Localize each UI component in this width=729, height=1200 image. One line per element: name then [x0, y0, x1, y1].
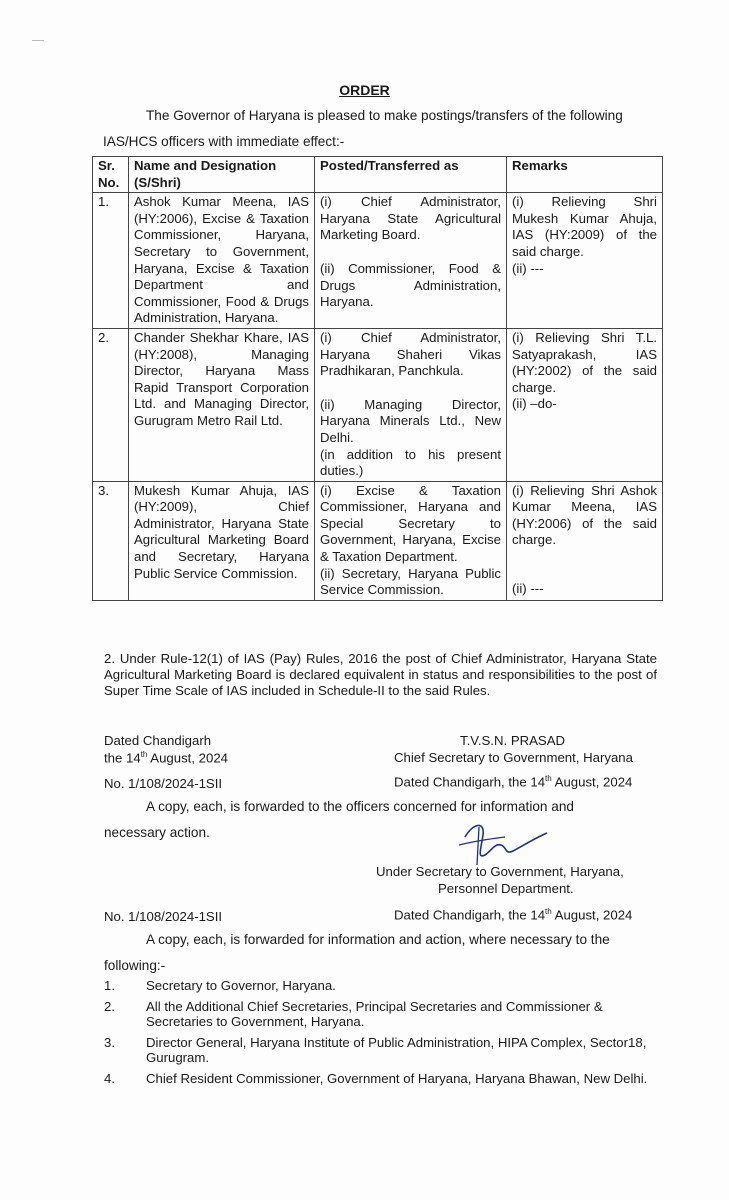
remark-item: (i) Relieving Shri Ashok Kumar Meena, IAS (HY:2006) of the said charge.	[512, 482, 657, 548]
cell-sr: 3.	[93, 481, 129, 600]
posted-item: (ii) Managing Director, Haryana Minerals Ltd., New Delhi.	[320, 396, 501, 445]
endorsement-number: No. 1/108/2024-1SII	[104, 776, 223, 791]
paragraph-2: 2. Under Rule-12(1) of IAS (Pay) Rules, 2016 the post of Chief Administrator, Haryana State Agricultural Marketing Board is declared equivalent in status and responsibilities to the post of Super Time Scale of IAS included in Schedule-II to the said Rules.	[104, 651, 657, 698]
under-secretary-line-1: Under Secretary to Government, Haryana,	[376, 864, 624, 879]
col-header-sr: Sr. No.	[93, 157, 129, 193]
endorsement-text-line-1: A copy, each, is forwarded for information and action, where necessary to the	[146, 932, 610, 947]
list-item: 4. Chief Resident Commissioner, Government of Haryana, Haryana Bhawan, New Delhi.	[104, 1071, 648, 1086]
posted-item: (in addition to his present duties.)	[320, 446, 501, 479]
postings-table	[92, 156, 663, 601]
signature-stroke	[477, 827, 479, 865]
endorsement-text-line-2: necessary action.	[104, 825, 210, 840]
signature	[455, 815, 550, 870]
posted-item: (ii) Secretary, Haryana Public Service Commission.	[320, 565, 501, 598]
cell-name: Chander Shekhar Khare, IAS (HY:2008), Managing Director, Haryana Mass Rapid Transport Corporation Ltd. and Managing Director, Gurugram Metro Rail Ltd.	[129, 328, 315, 481]
intro-line-1: The Governor of Haryana is pleased to make postings/transfers of the following	[146, 108, 623, 123]
cell-remarks	[507, 193, 663, 329]
posted-item: (i) Chief Administrator, Haryana Shaheri Vikas Pradhikaran, Panchkula.	[320, 329, 501, 379]
table-row	[93, 193, 663, 329]
cell-name: Ashok Kumar Meena, IAS (HY:2006), Excise & Taxation Commissioner, Haryana, Secretary to Government, Haryana, Excise & Taxation Department and Commissioner, Food & Drugs Administration, Haryana.	[129, 193, 315, 329]
endorsement-text-line-1: A copy, each, is forwarded to the officers concerned for information and	[146, 799, 574, 814]
table-header-row	[93, 157, 663, 193]
table-row	[93, 481, 663, 600]
distribution-list	[104, 978, 659, 1092]
remark-item: (ii) ---	[512, 581, 544, 597]
cell-posted	[315, 481, 507, 600]
cell-remarks	[507, 481, 663, 600]
col-header-posted: Posted/Transferred as	[315, 157, 507, 193]
dated-date: the 14th August, 2024	[104, 750, 229, 766]
under-secretary-line-2: Personnel Department.	[438, 881, 574, 896]
list-item: 1. Secretary to Governor, Haryana.	[104, 978, 336, 993]
cell-posted	[315, 328, 507, 481]
order-heading: ORDER	[339, 82, 390, 98]
endorsement-date: Dated Chandigarh, the 14th August, 2024	[394, 774, 633, 790]
cell-posted	[315, 193, 507, 329]
signatory-designation: Chief Secretary to Government, Haryana	[394, 750, 633, 765]
endorsement-date: Dated Chandigarh, the 14th August, 2024	[394, 907, 633, 923]
endorsement-number: No. 1/108/2024-1SII	[104, 909, 223, 924]
cell-sr: 1.	[93, 193, 129, 329]
scan-mark	[32, 40, 44, 41]
col-header-remarks: Remarks	[507, 157, 663, 193]
cell-sr: 2.	[93, 328, 129, 481]
posted-item: (i) Chief Administrator, Haryana State Agricultural Marketing Board.	[320, 194, 501, 243]
remark-item: (ii) –do-	[512, 396, 557, 412]
list-item: 3. Director General, Haryana Institute of Public Administration, HIPA Complex, Sector18, Gurugram.	[104, 1035, 647, 1065]
dated-place: Dated Chandigarh	[104, 733, 212, 748]
signatory-name: T.V.S.N. PRASAD	[460, 733, 566, 748]
col-header-name: Name and Designation (S/Shri)	[129, 157, 315, 193]
posted-item: (ii) Commissioner, Food & Drugs Administration, Haryana.	[320, 260, 501, 310]
posted-item: (i) Excise & Taxation Commissioner, Haryana and Special Secretary to Government, Haryana, Excise & Taxation Department.	[320, 482, 501, 565]
remark-item: (i) Relieving Shri Mukesh Kumar Ahuja, IAS (HY:2009) of the said charge.	[512, 194, 657, 259]
remark-item: (i) Relieving Shri T.L. Satyaprakash, IAS (HY:2002) of the said charge.	[512, 329, 657, 395]
table-row	[93, 328, 663, 481]
remark-item: (ii) ---	[512, 260, 544, 276]
cell-remarks	[507, 328, 663, 481]
cell-name: Mukesh Kumar Ahuja, IAS (HY:2009), Chief Administrator, Haryana State Agricultural Marketing Board and Secretary, Haryana Public Service Commission.	[129, 481, 315, 600]
list-item: 2. All the Additional Chief Secretaries, Principal Secretaries and Commissioner & Secretaries to Government, Haryana.	[104, 999, 603, 1029]
intro-line-2: IAS/HCS officers with immediate effect:-	[103, 134, 345, 149]
endorsement-text-line-2: following:-	[104, 958, 166, 973]
